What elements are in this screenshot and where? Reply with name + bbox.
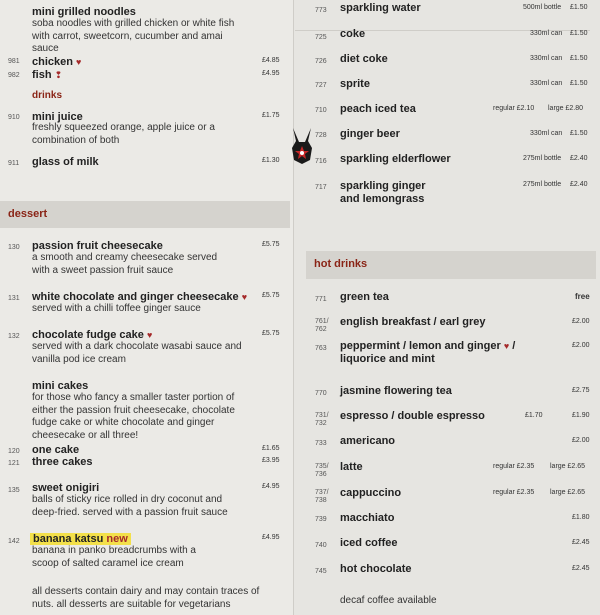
drink-price: large £2.65 bbox=[550, 489, 586, 496]
drink-size-large: large £2.80 bbox=[548, 105, 584, 112]
drink-size: regular £2.35 bbox=[493, 489, 535, 496]
drink-name: latte bbox=[340, 461, 363, 473]
drink-price: £1.80 bbox=[572, 514, 590, 521]
drink-name: macchiato bbox=[340, 512, 395, 524]
drink-name: sparkling water bbox=[340, 2, 421, 14]
item-code: 716 bbox=[315, 158, 327, 165]
drink-name: green tea bbox=[340, 291, 389, 303]
drink-price: £2.45 bbox=[572, 565, 590, 572]
drink-price: free bbox=[575, 292, 590, 301]
item-code: 761/ 762 bbox=[315, 318, 329, 333]
item-code: 773 bbox=[315, 7, 327, 14]
fish-option: fish ❢ bbox=[32, 69, 63, 81]
item-code: 121 bbox=[8, 460, 20, 467]
katsu-name bbox=[30, 533, 131, 545]
item-code: 710 bbox=[315, 107, 327, 114]
dessert-header: dessert bbox=[0, 201, 290, 228]
drink-name: americano bbox=[340, 435, 396, 447]
item-code: 728 bbox=[315, 132, 327, 139]
item-code: 910 bbox=[8, 114, 20, 121]
item-price: £5.75 bbox=[262, 241, 280, 248]
item-price: £3.95 bbox=[262, 457, 280, 464]
heart-icon: ♥ bbox=[241, 292, 248, 302]
item-price: £4.95 bbox=[262, 534, 280, 541]
drink-name: espresso / double espresso bbox=[340, 410, 485, 422]
juice-desc: freshly squeezed orange, apple juice or a combination of both bbox=[32, 122, 215, 146]
item-price: £1.65 bbox=[262, 445, 280, 452]
drink-price: £2.00 bbox=[572, 437, 590, 444]
item-code: 763 bbox=[315, 345, 327, 352]
item-code: 771 bbox=[315, 296, 327, 303]
item-code: 142 bbox=[8, 538, 20, 545]
drink-size: regular £2.35 bbox=[493, 463, 535, 470]
dessert-desc: a smooth and creamy cheesecake served with a sweet passion fruit sauce bbox=[32, 252, 218, 276]
chili-icon: ❢ bbox=[54, 70, 63, 80]
drink-price: £2.40 bbox=[570, 181, 588, 188]
drink-name: iced coffee bbox=[340, 537, 398, 549]
juice-name: mini juice bbox=[32, 111, 83, 123]
noodles-desc: soba noodles with grilled chicken or white fish with carrot, sweetcorn, cucumber and amai sauce bbox=[32, 18, 235, 54]
drink-name: sparkling ginger bbox=[340, 180, 426, 192]
item-price: £4.95 bbox=[262, 483, 280, 490]
item-code: 770 bbox=[315, 390, 327, 397]
drink-size: 275ml bottle bbox=[523, 181, 562, 188]
hot-drinks-footer: decaf coffee available bbox=[340, 595, 437, 606]
drink-price: £2.00 bbox=[572, 318, 590, 325]
mini-cakes-desc: for those who fancy a smaller taster portion of either the passion fruit cheesecake, chocolate fudge cake or white chocolate and ginger cheesecake or all three! bbox=[32, 392, 235, 441]
highlight-badge: banana katsu new bbox=[30, 533, 131, 545]
item-code: 120 bbox=[8, 448, 20, 455]
item-code: 130 bbox=[8, 244, 20, 251]
chicken-option: chicken ♥ bbox=[32, 56, 82, 68]
drink-size: regular £2.10 bbox=[493, 105, 535, 112]
item-code: 740 bbox=[315, 542, 327, 549]
dessert-desc: served with a dark chocolate wasabi sauce and vanilla pod ice cream bbox=[32, 341, 242, 365]
item-code: 131 bbox=[8, 295, 20, 302]
item-code: 745 bbox=[315, 568, 327, 575]
dessert-name: white chocolate and ginger cheesecake ♥ bbox=[32, 291, 248, 303]
drink-price: £2.75 bbox=[572, 387, 590, 394]
drink-size: 330ml can bbox=[530, 130, 563, 137]
drink-name: jasmine flowering tea bbox=[340, 385, 452, 397]
rabbit-mascot-icon bbox=[288, 126, 316, 166]
drink-name: english breakfast / earl grey bbox=[340, 316, 486, 328]
item-price: £5.75 bbox=[262, 330, 280, 337]
item-code: 731/ 732 bbox=[315, 412, 329, 427]
item-code: 717 bbox=[315, 184, 327, 191]
item-code: 982 bbox=[8, 72, 20, 79]
drink-price: £1.90 bbox=[572, 412, 590, 419]
item-code: 726 bbox=[315, 58, 327, 65]
drink-price: £2.00 bbox=[572, 342, 590, 349]
dessert-desc: served with a chilli toffee ginger sauce bbox=[32, 303, 201, 314]
item-code: 727 bbox=[315, 82, 327, 89]
item-price: £1.30 bbox=[262, 157, 280, 164]
hot-drinks-header: hot drinks bbox=[306, 251, 596, 279]
item-price: £4.95 bbox=[262, 70, 280, 77]
item-code: 135 bbox=[8, 487, 20, 494]
drink-size: 330ml can bbox=[530, 80, 563, 87]
drink-size: 330ml can bbox=[530, 30, 563, 37]
drink-name-line2: liquorice and mint bbox=[340, 353, 435, 365]
item-price: £5.75 bbox=[262, 292, 280, 299]
drink-name-line2: and lemongrass bbox=[340, 193, 425, 205]
item-code: 735/ 736 bbox=[315, 463, 329, 478]
drink-size: 500ml bottle bbox=[523, 4, 562, 11]
drink-price: large £2.65 bbox=[550, 463, 586, 470]
heart-icon: ♥ bbox=[76, 57, 82, 67]
drink-name: sprite bbox=[340, 78, 370, 90]
one-cake: one cake bbox=[32, 444, 80, 456]
item-price: £4.85 bbox=[262, 57, 280, 64]
drink-name: peppermint / lemon and ginger ♥ / bbox=[340, 340, 516, 352]
drink-price: £2.45 bbox=[572, 539, 590, 546]
mini-cakes-name: mini cakes bbox=[32, 380, 89, 392]
drink-size: 330ml can bbox=[530, 55, 563, 62]
drink-price: £1.50 bbox=[570, 55, 588, 62]
drink-price: £2.40 bbox=[570, 155, 588, 162]
dessert-name: passion fruit cheesecake bbox=[32, 240, 163, 252]
drink-price-single: £1.70 bbox=[525, 412, 543, 419]
heart-icon: ♥ bbox=[146, 330, 153, 340]
item-code: 911 bbox=[8, 160, 20, 167]
item-code: 132 bbox=[8, 333, 20, 340]
three-cakes: three cakes bbox=[32, 456, 93, 468]
item-code: 733 bbox=[315, 440, 327, 447]
drinks-label: drinks bbox=[32, 90, 63, 101]
milk-name: glass of milk bbox=[32, 156, 99, 168]
onigiri-desc: balls of sticky rice rolled in dry coconut and deep-fried. served with a passion fruit sauce bbox=[32, 494, 228, 518]
drink-price: £1.50 bbox=[570, 4, 588, 11]
drink-name: hot chocolate bbox=[340, 563, 412, 575]
item-code: 737/ 738 bbox=[315, 489, 329, 504]
drink-size: 275ml bottle bbox=[523, 155, 562, 162]
dessert-footer: all desserts contain dairy and may contain traces of nuts. all desserts are suitable for vegetarians bbox=[32, 586, 260, 610]
drink-name: cappuccino bbox=[340, 487, 402, 499]
drink-price: £1.50 bbox=[570, 80, 588, 87]
drink-price: £1.50 bbox=[570, 30, 588, 37]
drink-price: £1.50 bbox=[570, 130, 588, 137]
katsu-desc: banana in panko breadcrumbs with a scoop of salted caramel ice cream bbox=[32, 545, 196, 569]
item-code: 725 bbox=[315, 34, 327, 41]
drink-name: ginger beer bbox=[340, 128, 400, 140]
onigiri-name: sweet onigiri bbox=[32, 482, 100, 494]
item-code: 981 bbox=[8, 58, 20, 65]
item-code: 739 bbox=[315, 516, 327, 523]
heart-icon: ♥ bbox=[503, 341, 510, 351]
drink-name: peach iced tea bbox=[340, 103, 416, 115]
noodles-name: mini grilled noodles bbox=[32, 6, 136, 18]
dessert-name: chocolate fudge cake ♥ bbox=[32, 329, 153, 341]
drink-name: diet coke bbox=[340, 53, 388, 65]
drink-name: sparkling elderflower bbox=[340, 153, 451, 165]
left-page bbox=[0, 0, 293, 615]
item-price: £1.75 bbox=[262, 112, 280, 119]
drink-name: coke bbox=[340, 28, 366, 40]
